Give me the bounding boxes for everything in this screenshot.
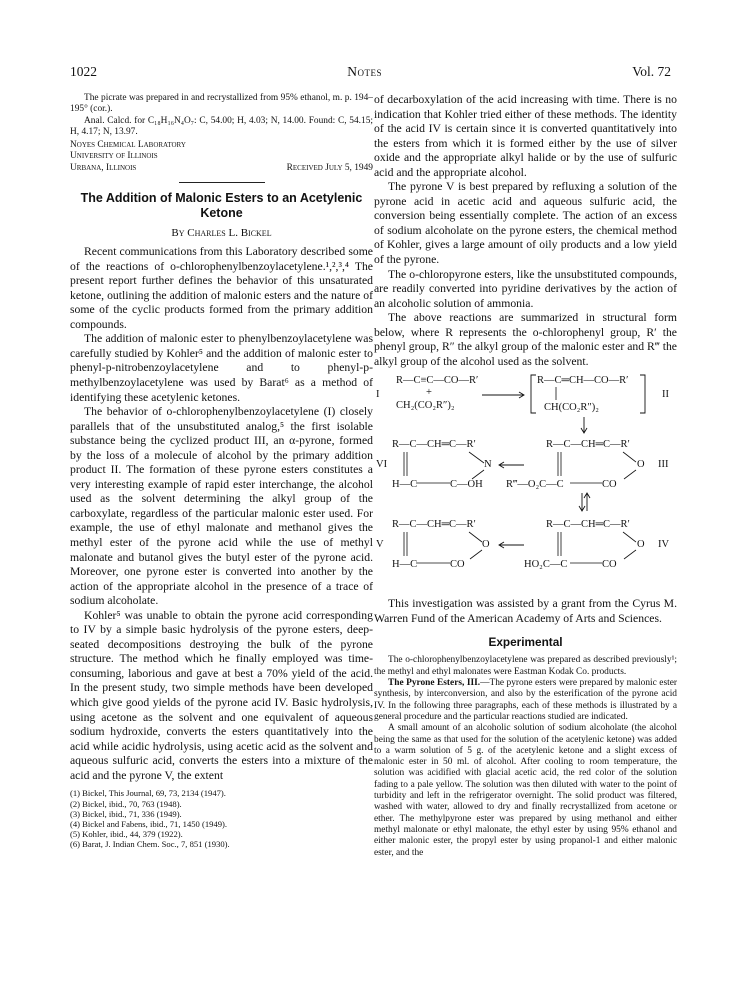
body-paragraph: Recent communications from this Laboratory described some of the reactions of o-chlorophenylbenzoylacetylene.¹,²,³,⁴ The present report further defines the behavior of this unsaturated ketone, outlining the addition of malonic esters and the nature of some of the cyclic products formed from the primary addition compounds. [70, 245, 373, 331]
reaction-scheme [374, 373, 677, 591]
city-name: Urbana, Illinois [70, 162, 137, 173]
left-column [70, 93, 373, 850]
footnote: (6) Barat, J. Indian Chem. Soc., 7, 851 (1930). [70, 839, 230, 850]
previous-article-tail [70, 93, 373, 174]
compound-I-top: R—C≡C—CO—R′ [396, 375, 479, 387]
compound-VI-bottom: H—C [392, 479, 418, 491]
compound-IV-top: R—C—CH═C—R′ [546, 519, 630, 531]
footnote: (2) Bickel, ibid., 70, 763 (1948). [70, 798, 182, 809]
footnote: (1) Bickel, This Journal, 69, 73, 2134 (1947). [70, 788, 226, 799]
compound-IV-CO: CO [602, 559, 617, 571]
article-separator [179, 182, 265, 183]
compound-III-bottom: R‴—O₂C—C [506, 479, 564, 491]
bond-IV-O-C [624, 550, 636, 559]
experimental-intro: The o-chlorophenylbenzoylacetylene was prepared as described previously¹; the methyl and ethyl malonates were Eastman Kodak Co. products. [374, 655, 677, 677]
right-body [374, 93, 677, 369]
lab-address [70, 140, 373, 174]
acknowledgment: This investigation was assisted by a grant from the Cyrus M. Warren Fund of the American Academy of Arts and Sciences. [374, 597, 677, 625]
acknowledgment-block [374, 597, 677, 626]
analysis-note: Anal. Calcd. for C₁₈H₁₆N₄O₇: C, 54.00; H, 4.03; N, 14.00. Found: C, 54.15; H, 4.17; N, 13.97. [70, 115, 373, 137]
volume-number: Vol. 72 [632, 64, 671, 79]
label-I: I [376, 389, 380, 401]
footnote: (4) Bickel and Fabens, ibid., 71, 1450 (1949). [70, 818, 228, 829]
right-column [374, 93, 677, 859]
compound-I-bottom: CH₂(CO₂R″)₂ [396, 400, 455, 412]
compound-I-plus: + [426, 387, 432, 399]
bond-III-O-C [624, 470, 636, 479]
footnote: (3) Bickel, ibid., 71, 336 (1949). [70, 808, 182, 819]
compound-V-CO: CO [450, 559, 465, 571]
running-head [70, 64, 671, 82]
bond-V-right [469, 532, 482, 542]
article-title: The Addition of Malonic Esters to an Acetylenic Ketone [80, 191, 363, 221]
compound-IV-bottom: HO₂C—C [524, 559, 568, 571]
label-III: III [658, 459, 669, 471]
bond-V-O-C [470, 550, 482, 559]
body-paragraph: The behavior of o-chlorophenylbenzoylacetylene (I) closely parallels that of the unsubstituted analog,⁵ the first isolable substance being the cyclized product III, an α-pyrone, formed by the loss of a molecule of alcohol by the primary addition product II. The formation of these pyrone esters constitutes a very interesting example of rapid ester interchange, the alcohol used as the solvent determining the alkyl group of the carboxylate, regardless of the particular malonic ester used. For example, the use of ethyl malonate and methanol gives the methyl ester of the pyrone acid while the use of methyl malonate and butanol gives the butyl ester of the pyrone acid. Moreover, one pyrone ester is converted into another by the action of the appropriate alcohol in the presence of a trace of sodium alcoholate. [70, 405, 373, 608]
compound-III-CO: CO [602, 479, 617, 491]
city-received-row [70, 163, 373, 174]
body-paragraph: The above reactions are summarized in structural form below, where R represents the o-chlorophenyl group, R′ the phenyl group, R″ the alkyl group of the malonic ester and R‴ the alkyl group of the alcohol used as the solvent. [374, 311, 677, 368]
bracket-left [531, 375, 536, 413]
left-body [70, 245, 373, 783]
picrate-note: The picrate was prepared in and recrystallized from 95% ethanol, m. p. 194–195° (cor.). [70, 93, 373, 115]
body-paragraph: The o-chloropyrone esters, like the unsubstituted compounds, are readily converted into pyridine derivatives by the action of an alcoholic solution of ammonia. [374, 267, 677, 310]
label-VI: VI [376, 459, 388, 471]
received-date: Received July 5, 1949 [286, 162, 373, 173]
label-V: V [376, 539, 384, 551]
body-paragraph: Kohler⁵ was unable to obtain the pyrone acid corresponding to IV by a simple basic hydrolysis of the pyrone esters, deep-seated decompositions destroying the bulk of the pyrone structure. The method which he finally employed was time-consuming, laborious and gave at best a 70% yield of the acid. In the present study, two simple methods have been developed which give good yields of the pyrone acid IV. Basic hydrolysis, using acetone as the solvent and one equivalent of aqueous sodium hydroxide, converts the esters quantitatively into the acid while acidic hydrolysis, using acetic acid as the solvent and aqueous sulfuric acid, converts the esters into a mixture of the acid and the pyrone V, the extent [70, 608, 373, 782]
compound-VI-N: N [484, 459, 492, 471]
bracket-right [640, 375, 645, 413]
body-paragraph: of decarboxylation of the acid increasing with time. There is no indication that Kohler tried either of these methods. The identity of the acid IV is certain since it is converted quantitatively into the esters from which it is formed either by the use of silver oxide and the appropriate alkyl halide or by the use of sulfuric acid and the appropriate alcohol. [374, 93, 677, 179]
reaction-scheme-drawing [374, 373, 677, 591]
compound-III-O: O [637, 459, 645, 471]
experimental-pyrone-esters [374, 678, 677, 723]
compound-V-top: R—C—CH═C—R′ [392, 519, 476, 531]
author-byline: By Charles L. Bickel [171, 227, 272, 240]
lab-name: Noyes Chemical Laboratory [70, 140, 186, 151]
page-number: 1022 [70, 64, 97, 79]
experimental-procedure: A small amount of an alcoholic solution of sodium alcoholate (the alcohol being the same as that used for the solution of the acetylenic ketone) was added to a warm solution of 5 g. of the acetylenic ketone and a slight excess of malonic ester in 50 ml. of alcohol. After cooling to room temperature, the solution was acidified with glacial acetic acid, the red color of the solution fading to a pale yellow. The solution was then diluted with water to the point of turbidity and left in the refrigerator overnight. The solid product was filtered, washed with water, allowed to dry and finally recrystallized from acetone or ether. The methylpyrone ester was prepared by using methanol and either methyl malonate or ethyl malonate, the ethyl ester by using 95% ethanol and either malonic ester, the propyl ester by using propanol-1 and either malonic ester, and the [374, 723, 677, 858]
compound-V-O: O [482, 539, 490, 551]
compound-VI-top: R—C—CH═C—R′ [392, 439, 476, 451]
section-title: Notes [347, 64, 382, 79]
university-name: University of Illinois [70, 151, 158, 162]
compound-IV-O: O [637, 539, 645, 551]
label-IV: IV [658, 539, 670, 551]
body-paragraph: The pyrone V is best prepared by refluxing a solution of the pyrone acid in acetic acid and aqueous sulfuric acid, the conversion being essentially complete. The action of an excess of sodium alcoholate on the pyrone esters, the chemical method of Kohler, gives a large amount of oily products and a low yield of the pyrone. [374, 180, 677, 267]
pyrone-esters-text: —The pyrone esters were prepared by malonic ester synthesis, by interconversion, and also by the esterification of the pyrone acid IV. In the following three paragraphs, each of these methods is illustrated by a general procedure and the particular reactions studied are indicated. [374, 678, 677, 722]
footnote: (5) Kohler, ibid., 44, 379 (1922). [70, 829, 183, 840]
compound-VI-COH: C—OH [450, 479, 483, 491]
compound-III-top: R—C—CH═C—R′ [546, 439, 630, 451]
label-II: II [662, 389, 669, 401]
bond-VI-N-C [472, 470, 484, 479]
body-paragraph: The addition of malonic ester to phenylbenzoylacetylene was carefully studied by Kohler⁵ and the addition of malonic ester to phenyl-p-nitrobenzoylacetylene and to phenyl-p-methylbenzoylacetylene was used by Barat⁶ as a method of identifying these acetylenic ketones. [70, 332, 373, 404]
bond-VI-right [469, 452, 484, 463]
compound-V-bottom: H—C [392, 559, 418, 571]
pyrone-esters-subhead: The Pyrone Esters, III. [388, 678, 481, 689]
bond-III-right [623, 452, 636, 462]
compound-II-top: R—C═CH—CO—R′ [537, 375, 629, 387]
compound-II-bottom: CH(CO₂R″)₂ [544, 402, 599, 414]
footnotes [70, 788, 373, 849]
experimental-heading: Experimental [488, 635, 563, 650]
experimental-body [374, 655, 677, 858]
bond-IV-right [623, 532, 636, 542]
